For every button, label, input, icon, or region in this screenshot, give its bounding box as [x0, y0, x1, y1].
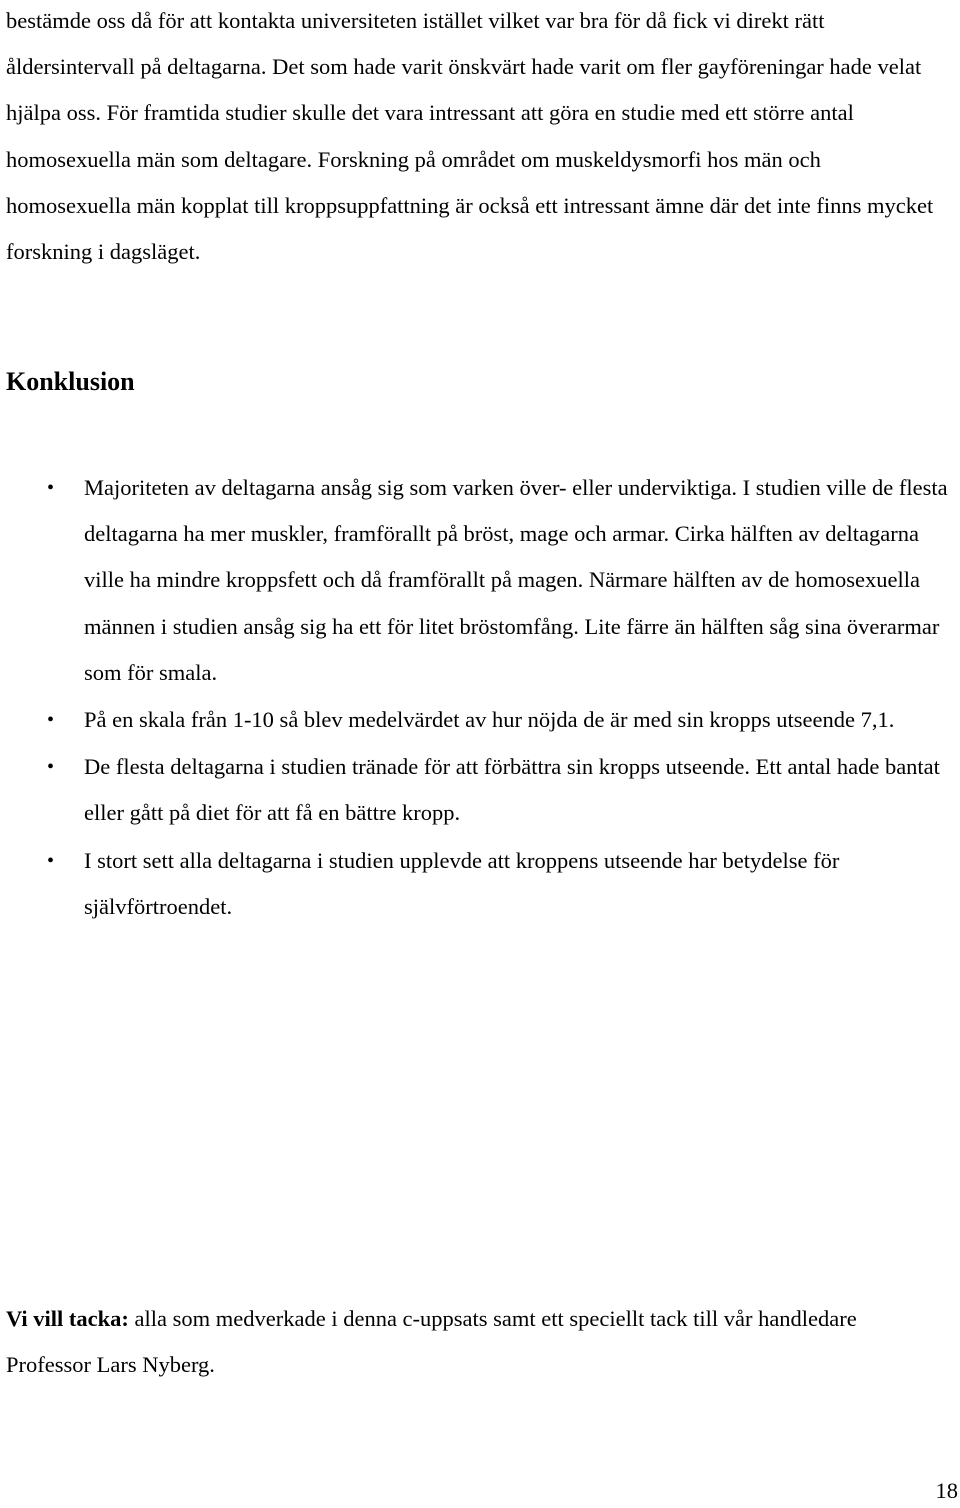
acknowledgement-paragraph	[6, 1296, 946, 1388]
conclusion-bullet-list	[0, 465, 960, 931]
bullet-text: De flesta deltagarna i studien tränade för att förbättra sin kropps utseende. Ett antal hade bantat eller gått på diet för att få en bättre kropp.	[84, 754, 940, 826]
section-heading-konklusion: Konklusion	[6, 367, 135, 396]
acknowledgement-text: alla som medverkade i denna c-uppsats samt ett speciellt tack till vår handledare Professor Lars Nyberg.	[6, 1306, 857, 1378]
bullet-icon: •	[47, 756, 55, 779]
bullet-icon: •	[47, 477, 55, 499]
bullet-item	[0, 744, 960, 836]
bullet-item	[0, 838, 960, 930]
bullet-item	[0, 697, 960, 743]
acknowledgement-label: Vi vill tacka:	[6, 1306, 129, 1331]
intro-paragraph: bestämde oss då för att kontakta universiteten istället vilket var bra för då fick vi direkt rätt åldersintervall på deltagarna. Det som hade varit önskvärt hade varit om fler gayföreningar hade velat hjälpa oss. För framtida studier skulle det vara intressant att göra en studie med ett större antal homosexuella män som deltagare. Forskning på området om muskeldysmorfi hos män och homosexuella män kopplat till kroppsuppfattning är också ett intressant ämne där det inte finns mycket forskning i dagsläget.	[6, 8, 934, 265]
bullet-item	[0, 465, 960, 696]
bullet-text: Majoriteten av deltagarna ansåg sig som varken över- eller underviktiga. I studien ville de flesta deltagarna ha mer muskler, framförallt på bröst, mage och armar. Cirka hälften av deltagarna ville ha mindre kroppsfett och då framförallt på magen. Närmare hälften av de homosexuella männen i studien ansåg sig ha ett för litet bröstomfång. Lite färre än hälften såg sina överarmar som för smala.	[84, 475, 948, 685]
bullet-text: I stort sett alla deltagarna i studien upplevde att kroppens utseende har betydelse för självförtroendet.	[84, 847, 840, 919]
bullet-text: På en skala från 1-10 så blev medelvärdet av hur nöjda de är med sin kropps utseende 7,1.	[84, 707, 895, 733]
page-number: 18	[935, 1478, 958, 1503]
bullet-icon: •	[47, 709, 55, 732]
bullet-icon: •	[47, 849, 55, 872]
